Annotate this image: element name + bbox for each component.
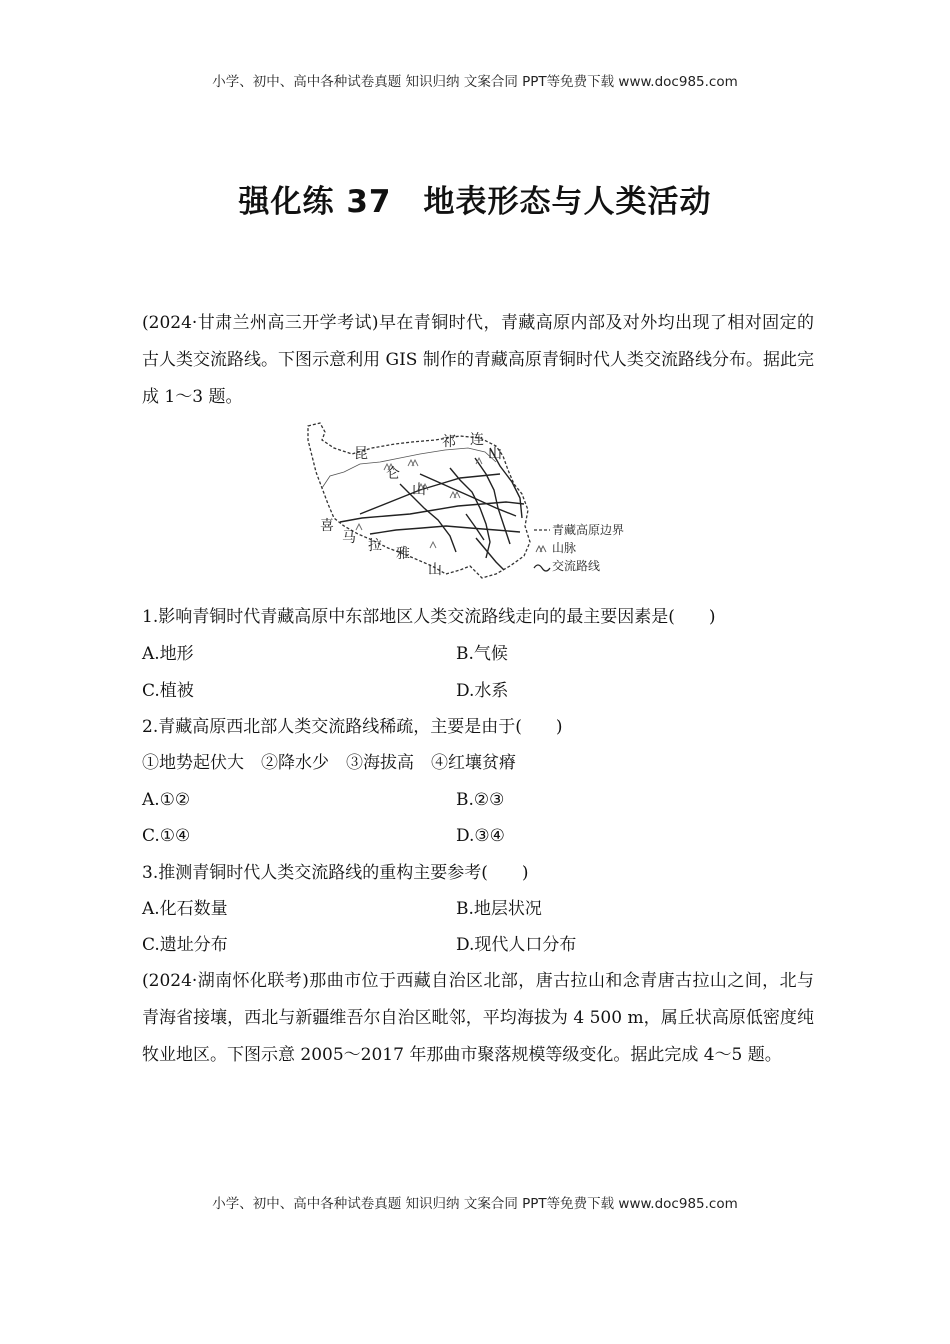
page-header: 小学、初中、高中各种试卷真题 知识归纳 文案合同 PPT等免费下载 www.doc985.com: [212, 74, 738, 90]
question-3-option-a: A.化石数量: [142, 899, 228, 919]
question-3-stem: 3.推测青铜时代人类交流路线的重构主要参考( ): [142, 863, 529, 883]
tibet-route-map: [300, 418, 655, 583]
question-3-option-d: D.现代人口分布: [456, 935, 577, 955]
question-2-option-a: A.①②: [142, 790, 191, 810]
map-legend: [534, 522, 624, 573]
intro-paragraph-2: (2024·湖南怀化联考)那曲市位于西藏自治区北部，唐古拉山和念青唐古拉山之间，北与青海省接壤，西北与新疆维吾尔自治区毗邻，平均海拔为 4 500 m，属丘状高原低密度纯牧业地区。下图示意 2005～2017 年那曲市聚落规模等级变化。据此完成 4～5 题。: [142, 971, 814, 1065]
map-label-xi: 喜: [320, 518, 334, 534]
legend-route: 交流路线: [552, 559, 601, 573]
question-1-option-b: B.气候: [456, 644, 508, 664]
question-2-option-b: B.②③: [456, 790, 505, 810]
map-label-lian: 连: [470, 432, 484, 448]
question-3-option-b: B.地层状况: [456, 899, 542, 919]
question-1-stem: 1.影响青铜时代青藏高原中东部地区人类交流路线走向的最主要因素是( ): [142, 607, 716, 627]
map-label-shan-1: 山: [412, 482, 426, 498]
page-footer: 小学、初中、高中各种试卷真题 知识归纳 文案合同 PPT等免费下载 www.doc985.com: [212, 1196, 738, 1212]
question-1-option-c: C.植被: [142, 681, 194, 701]
page-title: 强化练 37 地表形态与人类活动: [238, 184, 712, 220]
map-label-lun: 仑: [386, 466, 400, 482]
legend-boundary: 青藏高原边界: [552, 523, 625, 537]
map-label-ya: 雅: [396, 546, 410, 562]
question-2-choices: ①地势起伏大 ②降水少 ③海拔高 ④红壤贫瘠: [142, 753, 516, 773]
question-2-option-c: C.①④: [142, 826, 191, 846]
question-2-stem: 2.青藏高原西北部人类交流路线稀疏，主要是由于( ): [142, 717, 563, 737]
map-label-shan-2: 山: [488, 446, 502, 462]
map-label-ma: 马: [342, 530, 356, 546]
question-1-option-d: D.水系: [456, 681, 509, 701]
map-label-kun: 昆: [354, 446, 368, 462]
map-label-shan-3: 山: [428, 562, 442, 578]
question-1-option-a: A.地形: [142, 644, 194, 664]
question-2-option-d: D.③④: [456, 826, 505, 846]
map-label-la: 拉: [368, 538, 382, 554]
question-3-option-c: C.遗址分布: [142, 935, 228, 955]
legend-mountain: 山脉: [552, 541, 577, 555]
map-label-qi: 祁: [442, 434, 456, 450]
intro-paragraph-1: (2024·甘肃兰州高三开学考试)早在青铜时代，青藏高原内部及对外均出现了相对固定的古人类交流路线。下图示意利用 GIS 制作的青藏高原青铜时代人类交流路线分布。据此完成 1～3 题。: [142, 313, 814, 407]
